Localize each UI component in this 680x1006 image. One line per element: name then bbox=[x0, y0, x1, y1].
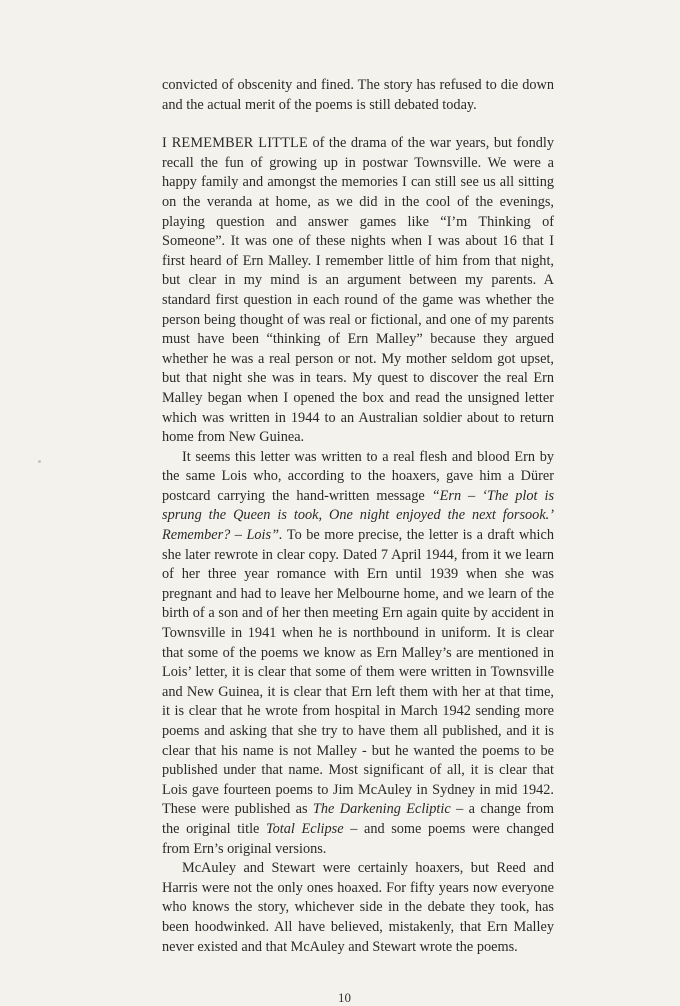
body-text bbox=[162, 76, 554, 957]
paragraph-2-text: of the drama of the war years, but fondly recall the fun of growing up in postwar Townsville. We were a happy family and amongst the memories I can still see us all sitting on the veranda at home, as we did in the cool of the evenings, playing question and answer games like “I’m Thinking of Someone”. It was one of these nights when I was about 16 that I first heard of Ern Malley. I remember little of him from that night, but clear in my mind is an argument between my parents. A standard first question in each round of the game was whether the person being thought of was real or fictional, and one of my parents must have been “thinking of Ern Malley” because they argued whether he was a real person or not. My mother seldom got upset, but that night she was in tears. My quest to discover the real Ern Malley began when I opened the box and read the unsigned letter which was written in 1944 to an Australian soldier about to return home from New Guinea. bbox=[162, 135, 554, 446]
paragraph-3-text-a: It seems this letter was written to a real flesh and blood Ern by the same Lois who, according to the hoaxers, gave him a Dürer postcard carrying the hand-written message bbox=[162, 448, 554, 504]
paragraph-lead: I REMEMBER LITTLE bbox=[162, 135, 308, 152]
paragraph-4: McAuley and Stewart were certainly hoaxers, but Reed and Harris were not the only ones hoaxed. For fifty years now everyone who knows the story, whichever side in the debate they took, has been hoodwinked. All have believed, mistakenly, that Ern Malley never existed and that McAuley and Stewart wrote the poems. bbox=[162, 860, 554, 955]
paragraph-3-text-d: – and some poems were changed from Ern’s original versions. bbox=[162, 820, 554, 857]
book-title-darkening-ecliptic: The Darkening Ecliptic bbox=[312, 801, 451, 818]
paragraph-3-text-c: – a change from the original title bbox=[162, 801, 554, 837]
paragraph-3 bbox=[162, 448, 554, 859]
postcard-quote: “Ern – ‘The plot is sprung the Queen is took, One night enjoyed the next forsook.’ Remember? – Lois”. bbox=[162, 487, 555, 544]
paper-speck bbox=[38, 460, 41, 463]
paragraph-1: convicted of obscenity and fined. The story has refused to die down and the actual merit of the poems is still debated today. bbox=[162, 77, 554, 113]
paragraph-3-text-b: To be more precise, the letter is a draft which she later rewrote in clear copy. Dated 7 April 1944, from it we learn of her three year romance with Ern until 1939 when she was pregnant and had to leave her Melbourne home, and we learn of the birth of a son and of her then meeting Ern again quite by accident in Townsville in 1941 when he is northbound in uniform. It is clear that some of the poems we know as Ern Malley’s are mentioned in Lois’ letter, it is clear that some of them were written in Townsville and New Guinea, it is clear that Ern left them with her at that time, it is clear that he wrote from hospital in March 1942 sending more poems and asking that she try to have them all published, and it is clear that his name is not Malley - but he wanted the poems to be published under that name. Most significant of all, it is clear that Lois gave fourteen poems to Jim McAuley in Sydney in mid 1942. These were published as bbox=[162, 527, 554, 818]
page-number: 10 bbox=[338, 990, 351, 1005]
paragraph-2 bbox=[162, 134, 554, 448]
book-title-total-eclipse: Total Eclipse bbox=[266, 820, 344, 837]
